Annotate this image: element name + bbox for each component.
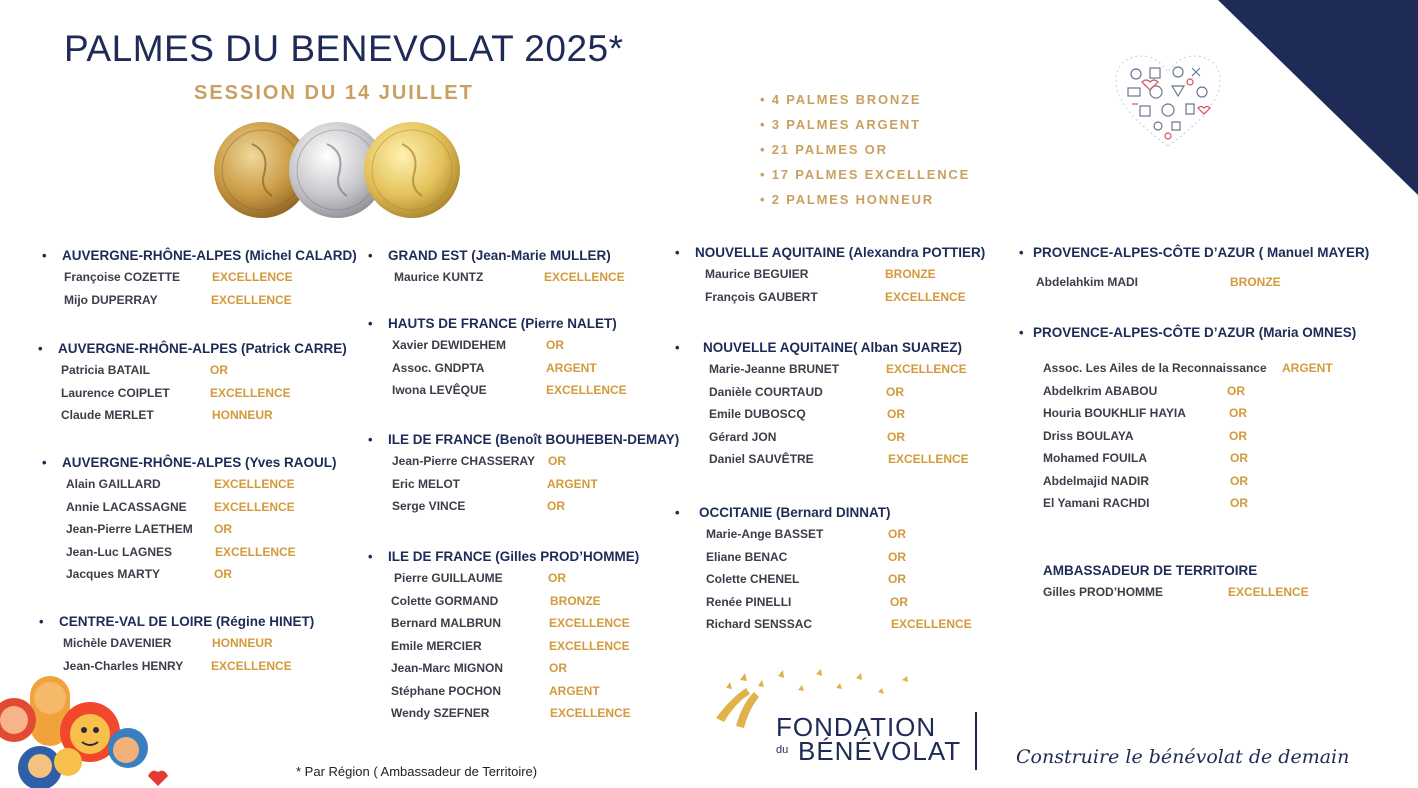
member-name: Gérard JON <box>709 429 777 444</box>
award-level: OR <box>888 527 906 541</box>
award-level: OR <box>549 661 567 675</box>
member-row <box>388 270 625 293</box>
region-group <box>368 316 627 406</box>
summary-item: • 17 PALMES EXCELLENCE <box>760 167 971 182</box>
member-row <box>699 527 906 550</box>
member-row <box>703 407 962 430</box>
member-row <box>62 567 337 590</box>
member-row <box>1033 429 1356 452</box>
member-name: Daniel SAUVÊTRE <box>709 452 814 466</box>
bullet-icon: • <box>1019 325 1024 340</box>
member-name: Abdelkrim ABABOU <box>1043 383 1158 398</box>
member-name: Serge VINCE <box>392 499 466 513</box>
footnote: * Par Région ( Ambassadeur de Territoire) <box>296 764 538 779</box>
member-name: Bernard MALBRUN <box>391 616 502 630</box>
member-row <box>699 549 906 573</box>
award-level: OR <box>888 549 906 564</box>
member-name: Colette GORMAND <box>391 593 499 608</box>
member-row <box>1033 496 1356 519</box>
region-title: ILE DE FRANCE (Gilles PROD’HOMME) <box>388 549 640 564</box>
award-level: OR <box>547 499 565 513</box>
member-name: Françoise COZETTE <box>64 270 181 284</box>
member-row <box>703 385 962 408</box>
award-level: OR <box>886 384 904 399</box>
region-title: AUVERGNE-RHÔNE-ALPES (Patrick CARRE) <box>58 341 347 356</box>
member-name: Wendy SZEFNER <box>391 706 490 720</box>
member-row <box>388 361 617 384</box>
member-name: Abdelahkim MADI <box>1036 275 1139 289</box>
bullet-icon: • <box>42 455 47 470</box>
award-level: OR <box>1227 383 1245 398</box>
member-name: Xavier DEWIDEHEM <box>392 338 507 352</box>
member-name: Gilles PROD’HOMME <box>1043 585 1164 599</box>
award-level: OR <box>887 407 905 421</box>
member-row <box>59 636 314 659</box>
summary-item: • 3 PALMES ARGENT <box>760 117 921 132</box>
bullet-icon: • <box>368 248 373 263</box>
region-title: PROVENCE-ALPES-CÔTE D’AZUR (Maria OMNES) <box>1033 325 1357 340</box>
member-name: Maurice BEGUIER <box>705 267 809 281</box>
session-subtitle: SESSION DU 14 JUILLET <box>194 82 474 104</box>
award-level: OR <box>1229 406 1247 420</box>
ambassador-group <box>1043 563 1309 608</box>
bullet-icon: • <box>368 432 373 447</box>
award-level: EXCELLENCE <box>211 292 292 307</box>
region-group <box>675 245 986 312</box>
people-illustration <box>0 668 175 788</box>
bullet-icon: • <box>675 505 680 520</box>
region-title: GRAND EST (Jean-Marie MULLER) <box>388 248 611 263</box>
summary-item: • 21 PALMES OR <box>760 142 888 157</box>
member-row <box>62 293 357 316</box>
member-name: Jean-Pierre CHASSERAY <box>392 454 535 468</box>
gold-medal <box>364 122 460 218</box>
logo-line1: FONDATION <box>776 712 937 742</box>
corner-triangle <box>1218 0 1418 195</box>
region-title: PROVENCE-ALPES-CÔTE D’AZUR ( Manuel MAYER) <box>1033 245 1370 260</box>
award-level: EXCELLENCE <box>549 638 630 653</box>
region-title: ILE DE FRANCE (Benoît BOUHEBEN-DEMAY) <box>388 432 680 447</box>
member-row <box>58 386 347 409</box>
member-name: Abdelmajid NADIR <box>1043 473 1150 488</box>
award-level: OR <box>214 567 232 581</box>
member-row <box>699 594 908 618</box>
logo-divider <box>975 712 977 770</box>
region-group <box>1019 245 1370 298</box>
member-name: Mijo DUPERRAY <box>64 292 158 307</box>
award-level: EXCELLENCE <box>214 477 295 491</box>
member-row <box>58 363 347 386</box>
member-name: Driss BOULAYA <box>1043 428 1134 443</box>
member-row <box>388 454 679 477</box>
member-row <box>62 522 337 545</box>
award-level: HONNEUR <box>212 636 273 650</box>
member-name: Mohamed FOUILA <box>1043 451 1147 465</box>
member-row <box>695 267 985 290</box>
member-row <box>1033 384 1356 407</box>
award-level: EXCELLENCE <box>891 617 972 631</box>
member-name: Jean-Luc LAGNES <box>66 544 173 559</box>
heart-icons-logo <box>1112 52 1224 152</box>
region-title: HAUTS DE FRANCE (Pierre NALET) <box>388 316 617 331</box>
member-name: Annie LACASSAGNE <box>66 499 187 514</box>
region-title: NOUVELLE AQUITAINE( Alban SUAREZ) <box>703 340 962 355</box>
region-group <box>42 455 337 590</box>
member-name: Jean-Pierre LAETHEM <box>66 522 193 536</box>
award-level: EXCELLENCE <box>549 616 630 630</box>
member-name: Assoc. Les Ailes de la Reconnaissance <box>1043 361 1267 375</box>
member-row <box>62 545 337 568</box>
region-title: OCCITANIE (Bernard DINNAT) <box>699 505 891 520</box>
member-row <box>388 338 617 361</box>
member-row <box>388 706 639 729</box>
bullet-icon: • <box>675 340 680 355</box>
summary-item: • 2 PALMES HONNEUR <box>760 192 934 207</box>
member-row <box>699 572 906 595</box>
member-name: Stéphane POCHON <box>391 683 502 698</box>
award-level: OR <box>1230 496 1248 510</box>
member-name: Jean-Marc MIGNON <box>391 661 504 675</box>
award-level: EXCELLENCE <box>215 544 296 559</box>
member-name: Michèle DAVENIER <box>63 636 172 650</box>
fondation-logo <box>706 668 962 773</box>
member-row <box>62 477 337 500</box>
bullet-icon: • <box>39 614 44 629</box>
logo-du: du <box>776 744 789 756</box>
member-row <box>388 639 639 662</box>
member-row <box>388 661 639 684</box>
member-name: Richard SENSSAC <box>706 617 813 631</box>
award-level: OR <box>888 572 906 586</box>
award-level: BRONZE <box>550 593 601 608</box>
member-row <box>1033 451 1356 474</box>
award-level: HONNEUR <box>212 408 273 422</box>
member-name: Houria BOUKHLIF HAYIA <box>1043 406 1186 420</box>
award-level: EXCELLENCE <box>211 658 292 673</box>
bullet-icon: • <box>368 549 373 564</box>
award-level: OR <box>548 454 566 468</box>
award-level: OR <box>1229 428 1247 443</box>
region-group <box>675 505 972 640</box>
award-level: BRONZE <box>1230 275 1281 289</box>
member-name: Maurice KUNTZ <box>394 270 484 284</box>
award-level: OR <box>214 522 232 536</box>
region-group <box>38 341 347 431</box>
member-name: Jean-Charles HENRY <box>63 658 184 673</box>
award-level: ARGENT <box>546 360 597 375</box>
award-level: EXCELLENCE <box>212 270 293 284</box>
member-row <box>62 270 357 293</box>
award-level: EXCELLENCE <box>214 499 295 514</box>
member-row <box>388 383 627 406</box>
award-level: OR <box>546 338 564 352</box>
member-name: Alain GAILLARD <box>66 477 161 491</box>
member-name: Marie-Ange BASSET <box>706 527 824 541</box>
award-level: EXCELLENCE <box>886 362 967 376</box>
logo-line2: BÉNÉVOLAT <box>798 736 962 766</box>
award-level: OR <box>887 429 905 444</box>
region-group <box>675 340 969 475</box>
member-row <box>699 617 972 640</box>
tagline: Construire le bénévolat de demain <box>1016 746 1350 768</box>
member-name: Renée PINELLI <box>706 594 792 609</box>
member-row <box>58 408 347 431</box>
member-row <box>695 290 985 313</box>
bullet-icon: • <box>675 245 680 260</box>
member-name: Assoc. GNDPTA <box>392 360 485 375</box>
region-group <box>368 432 680 522</box>
region-title: CENTRE-VAL DE LOIRE (Régine HINET) <box>59 614 315 629</box>
medals-image <box>212 114 472 226</box>
bullet-icon: • <box>38 341 43 356</box>
award-level: EXCELLENCE <box>888 452 969 466</box>
member-name: El Yamani RACHDI <box>1043 496 1150 510</box>
award-level: EXCELLENCE <box>210 385 291 400</box>
member-name: Eric MELOT <box>392 476 461 491</box>
ambassador-title: AMBASSADEUR DE TERRITOIRE <box>1043 563 1258 578</box>
bullet-icon: • <box>368 316 373 331</box>
region-group <box>42 248 357 315</box>
award-level: ARGENT <box>549 683 600 698</box>
member-row <box>62 500 337 523</box>
member-row <box>703 362 967 385</box>
member-row <box>388 594 639 617</box>
award-level: EXCELLENCE <box>885 289 966 304</box>
award-level: EXCELLENCE <box>546 383 627 397</box>
member-row <box>388 499 679 522</box>
award-level: OR <box>1230 451 1248 465</box>
member-row <box>388 571 639 594</box>
member-name: Danièle COURTAUD <box>709 384 823 399</box>
summary-item: • 4 PALMES BRONZE <box>760 92 922 107</box>
award-level: ARGENT <box>547 476 598 491</box>
region-group <box>368 248 625 293</box>
bullet-icon: • <box>1019 245 1024 260</box>
member-name: Emile DUBOSCQ <box>709 407 806 421</box>
member-name: Pierre GUILLAUME <box>394 571 503 585</box>
member-row <box>1043 585 1309 608</box>
member-row <box>388 616 639 639</box>
member-name: François GAUBERT <box>705 289 818 304</box>
member-name: Colette CHENEL <box>706 572 800 586</box>
member-name: Patricia BATAIL <box>61 363 150 377</box>
bullet-icon: • <box>42 248 47 263</box>
award-level: ARGENT <box>1282 361 1333 375</box>
region-title: AUVERGNE-RHÔNE-ALPES (Yves RAOUL) <box>62 455 337 470</box>
award-level: OR <box>210 363 228 377</box>
palmes-summary <box>760 92 970 217</box>
member-name: Jacques MARTY <box>66 567 161 581</box>
member-row <box>1033 275 1369 298</box>
member-row <box>703 452 969 475</box>
member-row <box>1033 474 1356 497</box>
member-row <box>703 430 962 453</box>
member-name: Eliane BENAC <box>706 549 788 564</box>
award-level: OR <box>890 594 908 609</box>
award-level: EXCELLENCE <box>550 706 631 720</box>
member-name: Iwona LEVÊQUE <box>392 383 487 397</box>
award-level: BRONZE <box>885 267 936 281</box>
member-name: Marie-Jeanne BRUNET <box>709 362 840 376</box>
award-level: EXCELLENCE <box>544 270 625 284</box>
award-level: OR <box>1230 473 1248 488</box>
award-level: EXCELLENCE <box>1228 585 1309 599</box>
member-row <box>388 684 639 707</box>
region-title: NOUVELLE AQUITAINE (Alexandra POTTIER) <box>695 245 986 260</box>
page-title: PALMES DU BENEVOLAT 2025* <box>64 28 624 69</box>
award-level: OR <box>548 571 566 585</box>
member-row <box>1033 406 1356 429</box>
region-title: AUVERGNE-RHÔNE-ALPES (Michel CALARD) <box>62 248 357 263</box>
region-group <box>368 549 640 729</box>
region-group <box>1019 325 1357 519</box>
member-row <box>1033 361 1356 384</box>
member-row <box>388 477 679 500</box>
member-name: Emile MERCIER <box>391 638 482 653</box>
member-name: Claude MERLET <box>61 408 154 422</box>
member-name: Laurence COIPLET <box>61 385 170 400</box>
